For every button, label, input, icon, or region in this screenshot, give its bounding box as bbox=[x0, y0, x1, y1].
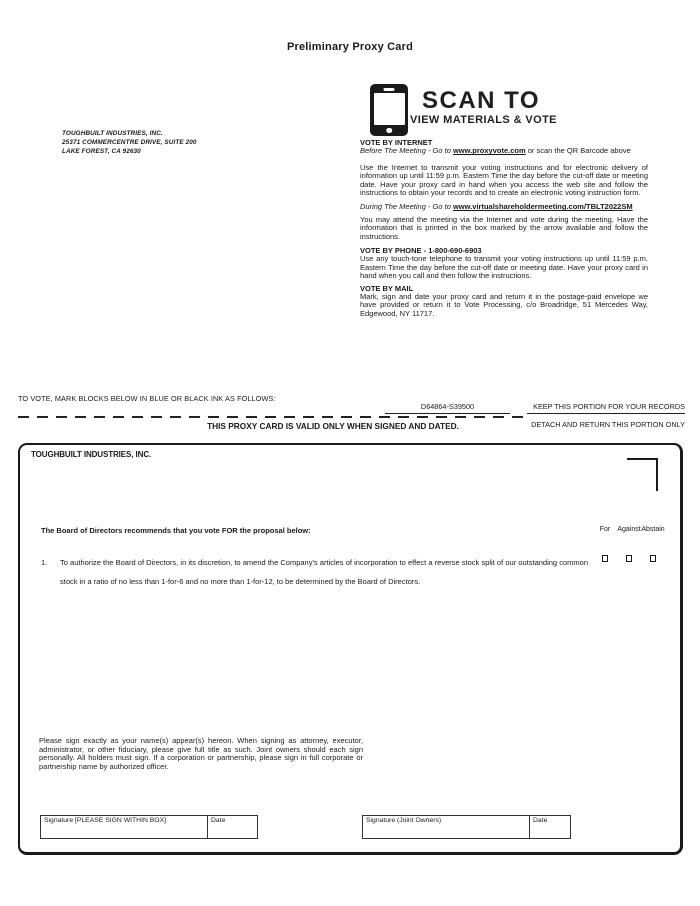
scan-to-heading: SCAN TO bbox=[422, 87, 541, 114]
detach-return-note: DETACH AND RETURN THIS PORTION ONLY bbox=[531, 420, 685, 429]
detach-dashed-line bbox=[18, 416, 530, 418]
ballot-card bbox=[18, 443, 683, 855]
vote-abstain-cell bbox=[641, 555, 665, 562]
card-company-name: TOUGHBUILT INDUSTRIES, INC. bbox=[31, 450, 152, 459]
smartphone-icon bbox=[370, 84, 408, 136]
signature-primary-date-cell[interactable]: Date bbox=[207, 816, 257, 838]
vote-by-phone-heading: VOTE BY PHONE - 1-800-690-6903 bbox=[360, 245, 482, 255]
vote-option-headers bbox=[593, 526, 665, 533]
vote-option-abstain-label: Abstain bbox=[641, 526, 665, 533]
proposal-text: To authorize the Board of Directors, in its discretion, to amend the Company's articles of incorporation to effect a reverse stock split of our outstanding common stock in a ratio of no less than 1-for-6 and no more than 1-for-12, to be determined by the Board of Directors. bbox=[60, 558, 588, 586]
internet-paragraph: Use the Internet to transmit your voting instructions and for electronic delivery of information up until 11:59 p.m. Eastern Time the day before the cut-off date or meeting date. Have your proxy card in hand when you access the web site and follow the instructions to obtain your records and to create an electronic voting instruction form. bbox=[360, 163, 648, 197]
vote-checkbox-row bbox=[593, 555, 665, 562]
page-title: Preliminary Proxy Card bbox=[286, 41, 414, 53]
before-meeting-goto: - Go to bbox=[425, 146, 453, 156]
during-meeting-label: During The Meeting bbox=[360, 202, 426, 212]
signature-joint-date-cell[interactable]: Date bbox=[529, 816, 570, 838]
attend-meeting-paragraph: You may attend the meeting via the Internet and vote during the meeting. Have the information that is printed in the box marked by the arrow available and follow the instructions. bbox=[360, 215, 648, 241]
phone-home-button-icon bbox=[386, 128, 392, 134]
vote-option-against-label: Against bbox=[617, 526, 641, 533]
mail-paragraph: Mark, sign and date your proxy card and return it in the postage-paid envelope we have provided or return it to Vote Processing, c/o Broadridge, 51 Mercedes Way, Edgewood, NY 11717. bbox=[360, 291, 648, 318]
vote-against-checkbox[interactable] bbox=[626, 555, 633, 562]
before-meeting-suffix: or scan the QR Barcode above bbox=[525, 146, 631, 156]
mark-blocks-instruction: TO VOTE, MARK BLOCKS BELOW IN BLUE OR BLACK INK AS FOLLOWS: bbox=[18, 394, 276, 403]
company-address-line1: 25371 COMMERCENTRE DRIVE, SUITE 200 bbox=[62, 139, 197, 146]
before-meeting-line bbox=[360, 147, 648, 155]
signature-primary-label: Signature [PLEASE SIGN WITHIN BOX] bbox=[44, 817, 167, 824]
vote-option-for-label: For bbox=[599, 526, 611, 533]
voting-instructions-column bbox=[360, 139, 648, 318]
valid-when-signed-notice: THIS PROXY CARD IS VALID ONLY WHEN SIGNED AND DATED. bbox=[207, 421, 459, 431]
company-name: TOUGHBUILT INDUSTRIES, INC. bbox=[62, 130, 163, 137]
virtual-meeting-link[interactable]: www.virtualshareholdermeeting.com/TBLT2022SM bbox=[452, 202, 633, 212]
vote-abstain-checkbox[interactable] bbox=[650, 555, 657, 562]
vote-for-checkbox[interactable] bbox=[602, 555, 609, 562]
control-number: D64864-S39500 bbox=[385, 402, 510, 414]
during-meeting-goto: - Go to bbox=[425, 202, 453, 212]
control-box-corner-mark bbox=[627, 458, 658, 491]
during-meeting-line bbox=[360, 203, 648, 211]
vote-against-cell bbox=[617, 555, 641, 562]
scan-to-subheading: VIEW MATERIALS & VOTE bbox=[410, 114, 557, 126]
phone-screen-icon bbox=[374, 93, 405, 125]
signature-joint-label: Signature (Joint Owners) bbox=[366, 817, 442, 824]
vote-for-cell bbox=[593, 555, 617, 562]
phone-speaker-icon bbox=[384, 88, 395, 91]
company-address-block bbox=[62, 129, 197, 156]
board-recommendation: The Board of Directors recommends that you vote FOR the proposal below: bbox=[41, 526, 311, 535]
signature-box-joint-owners[interactable] bbox=[362, 815, 571, 839]
before-meeting-label: Before The Meeting bbox=[360, 146, 426, 156]
company-address-line2: LAKE FOREST, CA 92630 bbox=[62, 148, 141, 155]
signature-instructions: Please sign exactly as your name(s) appear(s) hereon. When signing as attorney, executor, administrator, or other fiduciary, please give full title as such. Joint owners should each sign personally. All holders must sign. If a corporation or partnership, please sign in full corporate or partnership name by authorized officer. bbox=[39, 736, 363, 772]
vote-by-mail-heading: VOTE BY MAIL bbox=[360, 283, 414, 293]
proxyvote-link[interactable]: www.proxyvote.com bbox=[452, 146, 526, 156]
proposal-number: 1. bbox=[41, 558, 48, 567]
keep-portion-note: KEEP THIS PORTION FOR YOUR RECORDS bbox=[527, 402, 685, 414]
signature-box-primary[interactable] bbox=[40, 815, 258, 839]
phone-paragraph: Use any touch-tone telephone to transmit your voting instructions up until 11:59 p.m. Eastern Time the day before the cut-off date or meeting date. Have your proxy card in hand when you call and then follow the instructions. bbox=[360, 254, 648, 280]
vote-by-internet-heading: VOTE BY INTERNET bbox=[360, 138, 433, 147]
